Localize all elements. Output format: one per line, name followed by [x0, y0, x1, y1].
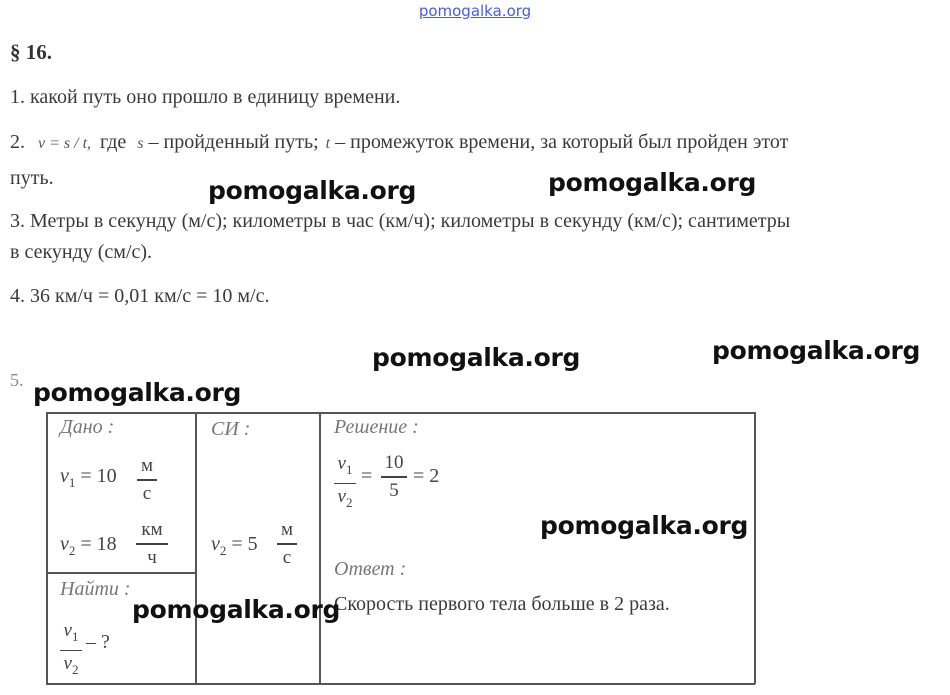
table-divider-1	[195, 412, 197, 684]
watermark: pomogalka.org	[208, 176, 417, 205]
solution-eq-2: = 2	[413, 465, 440, 487]
answer-2-mid: – пройденный путь;	[148, 131, 319, 153]
answer-text: Скорость первого тела больше в 2 раза.	[334, 593, 670, 615]
answer-2-where: где	[100, 131, 127, 153]
answer-4: 4. 36 км/ч = 0,01 км/с = 10 м/с.	[10, 285, 270, 307]
table-border-left	[46, 412, 48, 684]
solution-fraction: 10 5	[381, 452, 407, 502]
answer-2-number: 2.	[10, 131, 25, 153]
reshenie-label: Решение :	[334, 416, 419, 438]
table-divider-2	[319, 412, 321, 684]
watermark: pomogalka.org	[540, 511, 749, 540]
find-tail: – ?	[86, 631, 110, 653]
watermark: pomogalka.org	[712, 336, 921, 365]
table-border-bottom	[46, 683, 755, 685]
site-link[interactable]: pomogalka.org	[418, 2, 532, 20]
given-v2-unit: км ч	[136, 519, 168, 569]
watermark: pomogalka.org	[372, 343, 581, 372]
answer-2	[10, 131, 788, 154]
table-border-right	[754, 412, 756, 684]
answer-3-line-1: 3. Метры в секунду (м/с); километры в час (км/ч); километры в секунду (км/с); сантиметры	[10, 210, 791, 232]
answer-1: 1. какой путь оно прошло в единицу времени.	[10, 86, 401, 108]
table-divider-find	[46, 572, 196, 574]
find-ratio: $v_1$ $v_2$	[60, 620, 82, 681]
answer-2-t: t	[325, 135, 331, 152]
answer-2-s: s	[137, 135, 144, 152]
given-v2: $v_2 = 18$	[60, 533, 117, 558]
watermark: pomogalka.org	[548, 168, 757, 197]
given-v1: $v_1 = 10$	[60, 465, 117, 490]
si-label: СИ :	[211, 418, 251, 440]
section-title: § 16.	[10, 40, 52, 64]
watermark: pomogalka.org	[33, 378, 242, 407]
answer-2-rest: – промежуток времени, за который был пройден этот	[335, 131, 789, 153]
answer-5-number: 5.	[10, 370, 24, 390]
si-v2-unit: м с	[277, 519, 297, 569]
table-border-top	[46, 412, 755, 414]
dano-label: Дано :	[60, 416, 115, 438]
si-v2: $v_2 = 5$	[211, 533, 258, 558]
given-v1-unit: м с	[137, 455, 157, 505]
answer-3-line-2: в секунду (см/с).	[10, 241, 153, 263]
watermark: pomogalka.org	[132, 595, 341, 624]
naiti-label: Найти :	[60, 578, 131, 600]
answer-2-line-2: путь.	[10, 167, 54, 189]
answer-2-formula: v = s / t,	[38, 135, 92, 152]
otvet-label: Ответ :	[334, 558, 407, 580]
solution-eq-1: =	[361, 465, 373, 487]
solution-ratio: $v_1$ $v_2$	[334, 453, 356, 514]
